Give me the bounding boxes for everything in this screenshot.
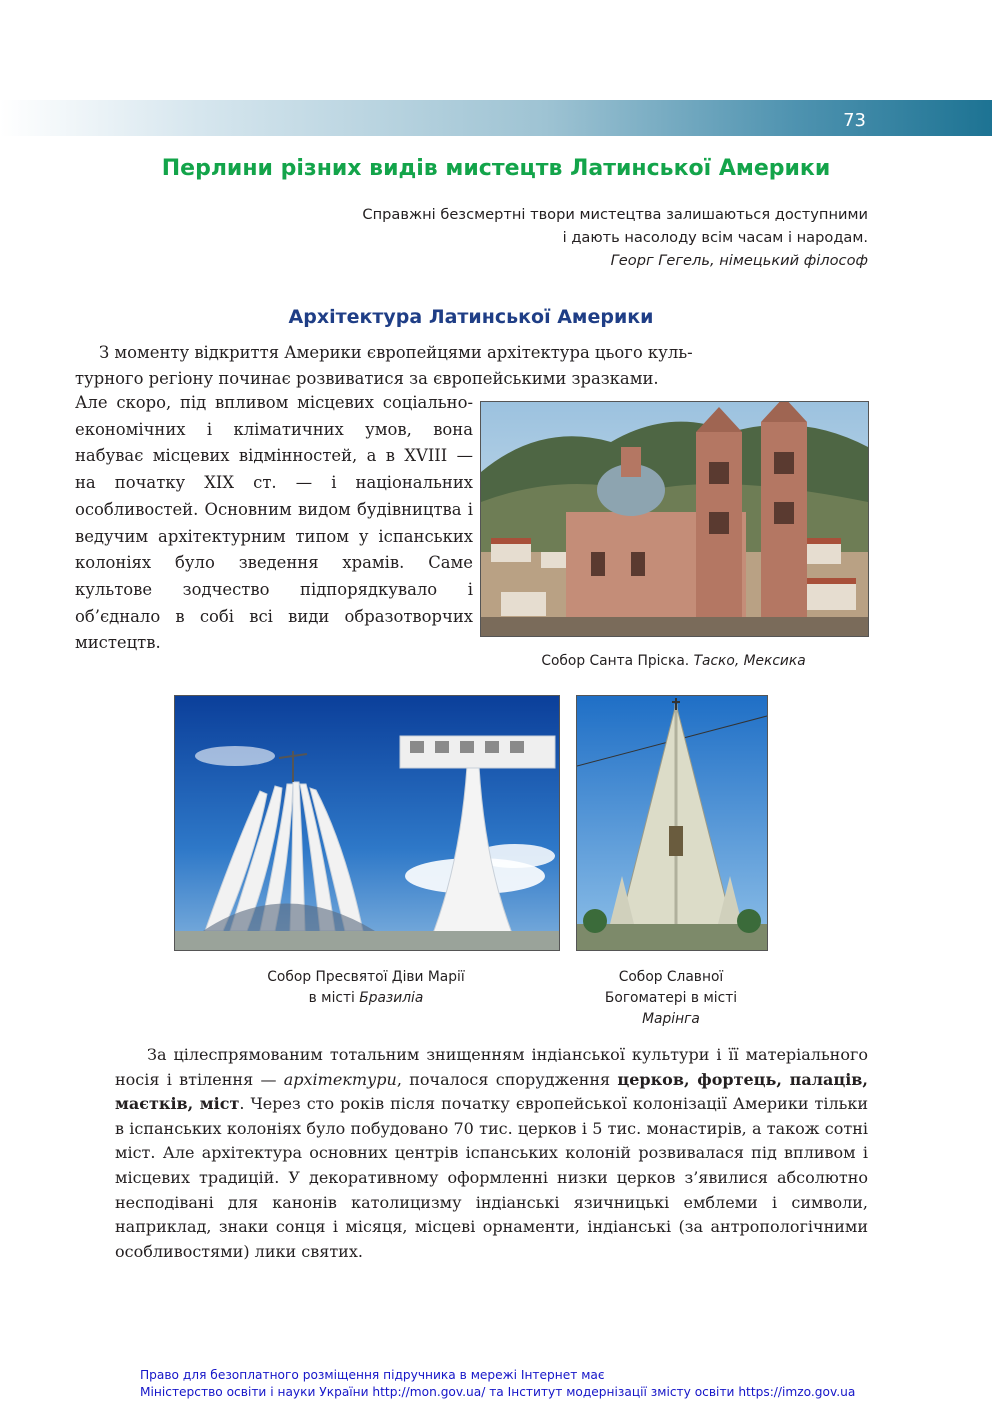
brasilia-caption-place: Бразиліа (359, 990, 424, 1006)
brasilia-cathedral-photo (174, 695, 560, 951)
footer-line-1: Право для безоплатного розміщення підручника в мережі Інтернет має (140, 1368, 605, 1382)
footer-notice (140, 1367, 855, 1401)
paragraph-1-line-2: турного регіону починає розвиватися за європейськими зразками. (75, 369, 659, 388)
santa-prisca-caption-place: Таско, Мексика (693, 653, 806, 669)
footer-line-2: Міністерство освіти і науки України http://mon.gov.ua/ та Інститут модернізації змісту освіти https://imzo.gov.ua (140, 1385, 856, 1399)
maringa-caption-place: Марінга (642, 1011, 700, 1027)
paragraph-1-intro (75, 340, 868, 392)
brasilia-caption-line-1: Собор Пресвятої Діви Марії (267, 969, 465, 985)
epigraph-line-1: Справжні безсмертні твори мистецтва залишаються доступними (362, 206, 868, 223)
maringa-cathedral-photo (576, 695, 768, 951)
maringa-caption (576, 967, 766, 1030)
paragraph-1-wrap: Але скоро, під впливом місцевих соціально-економічних і кліматичних умов, вона набуває місцевих відмінностей, а в XVIII — на початку XIX ст. — і національних особливостей. Основним видом будівництва і ведучим архітектурним типом у іспанських колоніях було зведення храмів. Саме культове зодчество підпорядкувало і об’єднало в собі всі види образотворчих мистецтв. (75, 393, 473, 653)
brasilia-caption (174, 967, 558, 1009)
maringa-caption-line-2: Богоматері в місті (604, 990, 738, 1006)
page-number: 73 (843, 110, 866, 131)
chapter-title: Перлини різних видів мистецтв Латинської Америки (161, 156, 831, 181)
epigraph-author: Георг Гегель, німецький філософ (610, 252, 868, 269)
santa-prisca-caption-main: Собор Санта Пріска. (541, 653, 690, 669)
santa-prisca-caption (480, 651, 867, 672)
epigraph (362, 203, 868, 272)
maringa-caption-line-1: Собор Славної (618, 969, 724, 985)
santa-prisca-photo (480, 401, 869, 637)
brasilia-caption-line-2: в місті Бразиліа (308, 990, 424, 1006)
paragraph-2: За цілеспрямованим тотальним знищенням індіанської культури і її матеріального носія і втілення — архітектури, почалося спорудження церков, фортець, палаців, маєтків, міст. Через сто років після початку європейської колонізації Америки тільки в іспанських колоніях було побудовано 70 тис. церков і 5 тис. монастирів, а також сотні міст. Але архітектура основних центрів іспанських колоній розвивалася під впливом і місцевих традицій. У декоративному оформленні низки церков з’явилися абсолютно несподівані для канонів католицизму індіанські язичницькі емблеми і символи, наприклад, знаки сонця і місяця, місцеві орнаменти, індіанські (за антропологічними особливостями) лики святих. (115, 1045, 868, 1261)
paragraph-1-line-1: З моменту відкриття Америки європейцями архітектура цього куль- (99, 343, 693, 362)
epigraph-line-2: і дають насолоду всім часам і народам. (562, 229, 868, 246)
section-title: Архітектура Латинської Америки (288, 306, 654, 328)
